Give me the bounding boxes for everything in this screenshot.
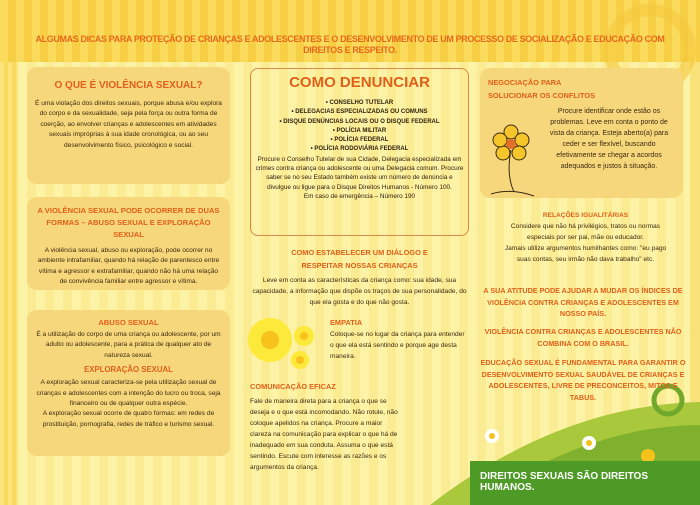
what-is-sexual-violence-box [27, 67, 230, 184]
report-channel: • DELEGACIAS ESPECIALIZADAS OU COMUNS [291, 109, 428, 116]
box-title: O QUE É VIOLÊNCIA SEXUAL? [54, 80, 203, 91]
exploitation-forms-text: A exploração sexual ocorre de quatro formas: em redes de prostituição, pornografia, redes de tráfico e turismo sexual. [42, 410, 215, 428]
dialogue-title: COMO ESTABELECER UM DIÁLOGO E RESPEITAR NOSSAS CRIANÇAS [291, 248, 428, 270]
exploitation-title: EXPLORAÇÃO SEXUAL [84, 365, 173, 375]
abuse-exploitation-box [27, 310, 230, 456]
abuse-title: ABUSO SEXUAL [98, 318, 159, 327]
equal-relations-text: Considere que não há privilégios, tratos ou normas especiais por ser pai, mãe ou educador. [510, 223, 661, 241]
brazil-statement: VIOLÊNCIA CONTRA CRIANÇAS E ADOLESCENTES NÃO COMBINA COM O BRASIL. [484, 327, 682, 348]
report-channel: • POLÍCIA MILITAR [332, 127, 387, 134]
report-channel: • CONSELHO TUTELAR [325, 100, 394, 106]
how-to-report-box [250, 68, 469, 236]
exploitation-text: A exploração sexual caracteriza-se pela utilização sexual de crianças e adolescentes com a intenção do lucro ou troca, seja financeiro ou de qualquer outra espécie. [36, 379, 221, 408]
dialogue-text: Leve em conta as características da criança como: sua idade, sua capacidade, a informação que dispõe os traços de sua personalidade, do que ela gosta e do que não gosta. [252, 277, 467, 306]
empathy-text: Coloque-se no lugar da criança para entender o que ela está sentindo e porque age desta maneira. [330, 331, 465, 360]
headline: ALGUMAS DICAS PARA PROTEÇÃO DE CRIANÇAS E ADOLESCENTES E O DESENVOLVIMENTO DE UM PROCESSO DE SOCIALIZAÇÃO E EDUCAÇÃO COM DIREITOS E RESPEITO. [35, 34, 665, 56]
flower-illustration [486, 120, 536, 198]
attitude-statement: A SUA ATITUDE PODE AJUDAR A MUDAR OS ÍNDICES DE VIOLÊNCIA CONTRA CRIANÇAS E ADOLESCENTES EM NOSSO PAÍS. [483, 286, 683, 318]
abuse-text: É a utilização do corpo de uma criança ou adolescente, por um adulto ou adolescente, para a prática de qualquer ato de natureza sexual. [36, 331, 221, 359]
two-forms-box [27, 197, 230, 290]
box-text: A violência sexual, abuso ou exploração, pode ocorrer no ambiente intrafamiliar, quando há relação de parentesco entre vítima e agressor e extrafamiliar, quando não há uma relação de convivência familiar entre agressor e vítima. [37, 247, 220, 286]
report-channel: • DISQUE DENÚNCIAS LOCAIS OU O DISQUE FEDERAL [279, 118, 440, 125]
footer-text: DIREITOS SEXUAIS SÃO DIREITOS HUMANOS. [480, 471, 648, 493]
box-title: A VIOLÊNCIA SEXUAL PODE OCORRER DE DUAS FORMAS – ABUSO SEXUAL E EXPLORAÇÃO SEXUAL [37, 206, 220, 239]
footer-banner [470, 461, 700, 505]
negotiation-title: NEGOCIAÇÃO PARA SOLUCIONAR OS CONFLITOS [488, 78, 596, 100]
report-text: Procure o Conselho Tutelar de sua Cidade, Delegacia especializada em crimes contra criança ou adolescente ou uma Delegacia comum. Procure saber se no seu Estado também existe um número de denúncia e divulgue ou ligue para o Disque Direitos Humanos - Número 100. [255, 155, 464, 191]
emergency-text: Em caso de emergência – Número 190 [303, 192, 416, 200]
negotiation-box [480, 68, 683, 198]
report-title: COMO DENUNCIAR [289, 74, 430, 91]
yellow-flowers-illustration [242, 312, 322, 372]
sex-education-statement: EDUCAÇÃO SEXUAL É FUNDAMENTAL PARA GARANTIR O DESENVOLVIMENTO SEXUAL SAUDÁVEL DE CRIANÇAS E ADOLESCENTES, LIVRE DE PRECONCEITOS, MITOS E TABUS. [480, 358, 686, 402]
communication-text: Fale de maneira direta para a criança o que se deseja e o que está incomodando. Não rotule, não coloque apelidos na criança. Procure a maior clareza na comunicação para explicar o que há de inadequado em sua conduta. Assuma o que está sentindo. Escute com interesse as razões e os argumentos da criança. [250, 398, 398, 471]
report-channel: • POLÍCIA FEDERAL [330, 137, 389, 144]
box-text: É uma violação dos direitos sexuais, porque abusa e/ou explora do corpo e da sexualidade, seja pela força ou outra forma de coerção, ao envolver crianças e adolescentes em atividades sexuais impróprias à sua idade cronológica, ou ao seu desenvolvimento físico, psicológico e social. [35, 100, 222, 149]
left-stripe [0, 62, 18, 505]
equal-relations-text-2: Jamais utilize argumentos humilhantes como: "eu pago suas contas, seu irmão não dava trabalho" etc. [504, 245, 667, 263]
empathy-title: EMPATIA [330, 318, 363, 327]
negotiation-text: Procure identificar onde estão os problemas. Leve em conta o ponto de vista da criança. Esteja aberto(a) para ceder e ser flexível, buscando efetivamente se chegar a acordos adequados e justos à situação. [549, 108, 669, 170]
equal-relations-title: RELAÇÕES IGUALITÁRIAS [542, 212, 629, 219]
report-channel: • POLÍCIA RODOVIÁRIA FEDERAL [310, 146, 409, 153]
equal-relations-section [488, 210, 683, 265]
empathy-section [330, 316, 465, 362]
communication-title: COMUNICAÇÃO EFICAZ [250, 382, 336, 391]
dialogue-section [250, 246, 469, 308]
